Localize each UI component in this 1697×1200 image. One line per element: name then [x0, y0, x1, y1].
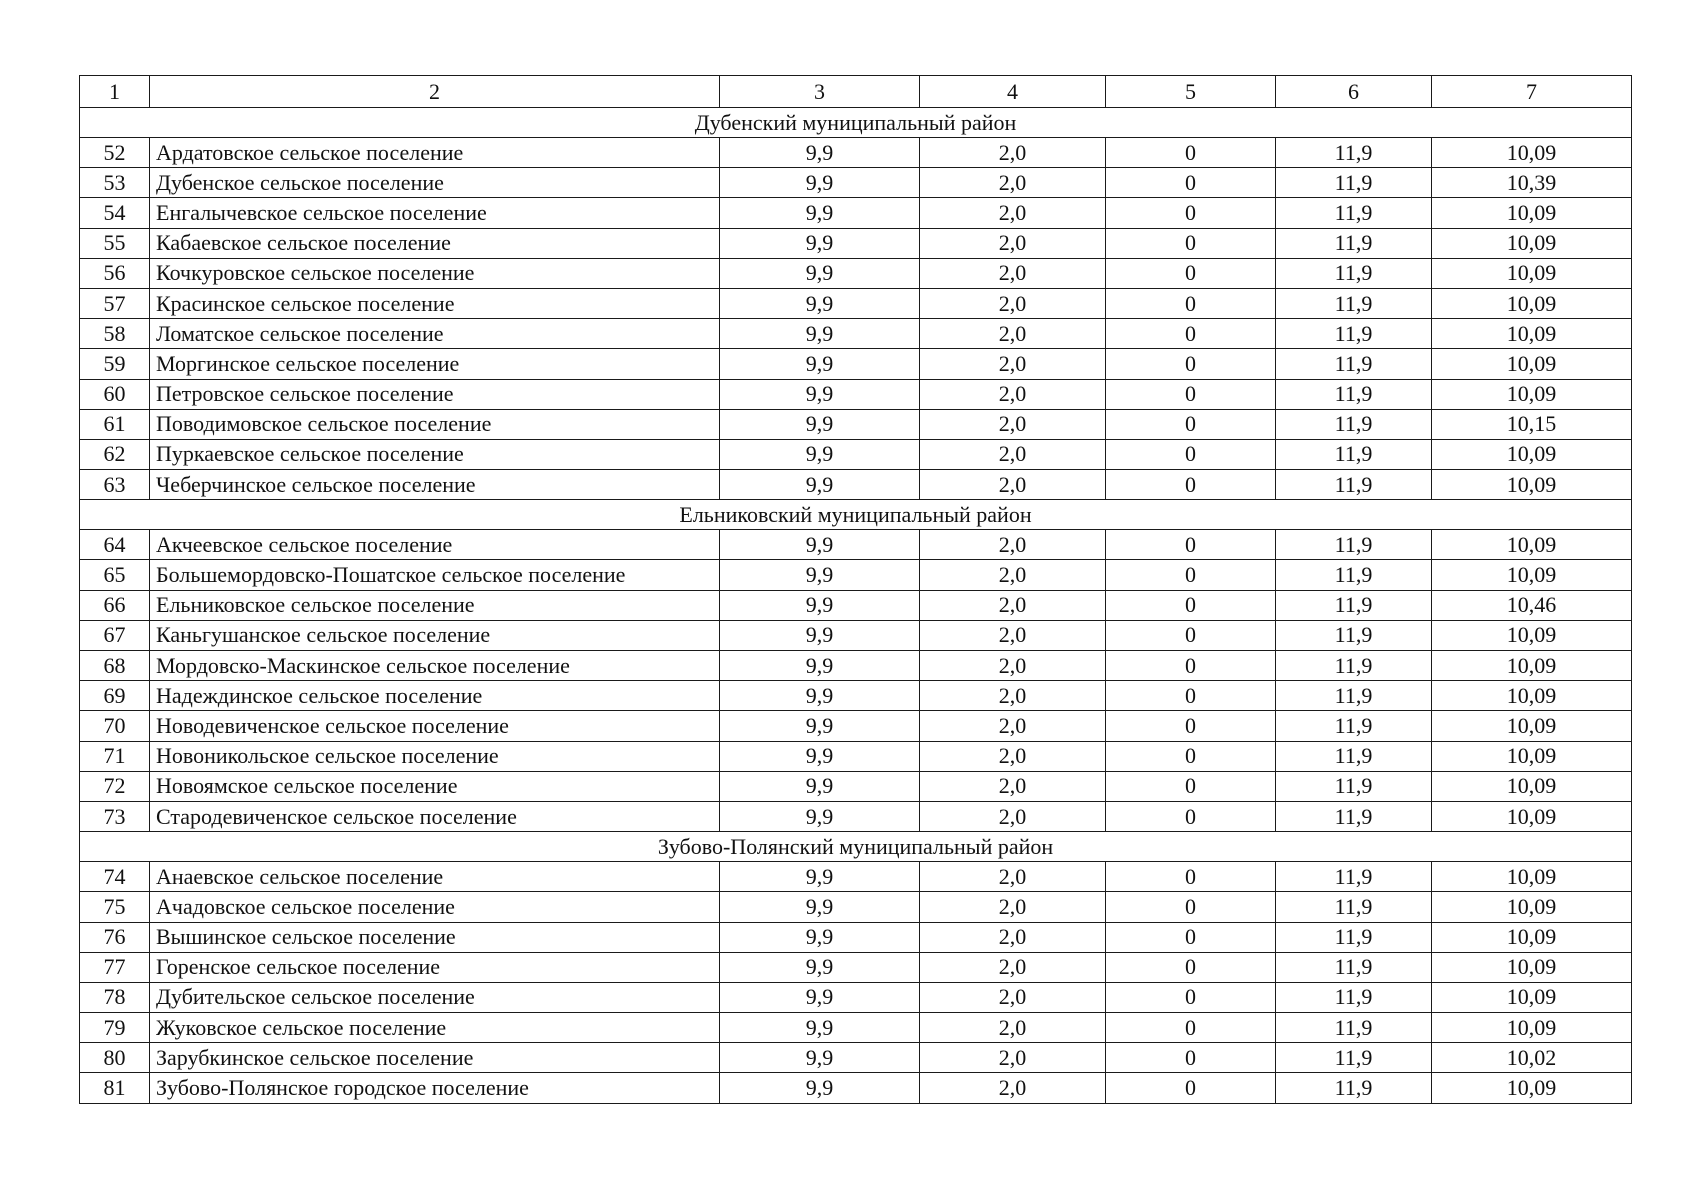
settlement-name-cell: Ардатовское сельское поселение — [150, 138, 720, 168]
col7-cell: 10,09 — [1432, 711, 1632, 741]
settlement-name-cell: Дубительское сельское поселение — [150, 982, 720, 1012]
col7-cell: 10,15 — [1432, 409, 1632, 439]
table-row — [80, 560, 1632, 590]
section-row — [80, 108, 1632, 138]
col6-cell: 11,9 — [1276, 168, 1432, 198]
col5-cell: 0 — [1106, 288, 1276, 318]
row-number-cell: 70 — [80, 711, 150, 741]
table-row — [80, 258, 1632, 288]
header-cell: 5 — [1106, 76, 1276, 108]
row-number-cell: 76 — [80, 922, 150, 952]
row-number-cell: 75 — [80, 892, 150, 922]
col3-cell: 9,9 — [720, 892, 920, 922]
col3-cell: 9,9 — [720, 198, 920, 228]
row-number-cell: 54 — [80, 198, 150, 228]
col6-cell: 11,9 — [1276, 620, 1432, 650]
col4-cell: 2,0 — [920, 771, 1106, 801]
col4-cell: 2,0 — [920, 1013, 1106, 1043]
col6-cell: 11,9 — [1276, 771, 1432, 801]
settlement-name-cell: Мордовско-Маскинское сельское поселение — [150, 651, 720, 681]
col6-cell: 11,9 — [1276, 470, 1432, 500]
col5-cell: 0 — [1106, 590, 1276, 620]
col5-cell: 0 — [1106, 168, 1276, 198]
col4-cell: 2,0 — [920, 168, 1106, 198]
table-row — [80, 922, 1632, 952]
header-cell: 1 — [80, 76, 150, 108]
col7-cell: 10,09 — [1432, 258, 1632, 288]
col7-cell: 10,09 — [1432, 530, 1632, 560]
settlement-name-cell: Зубово-Полянское городское поселение — [150, 1073, 720, 1103]
table-row — [80, 711, 1632, 741]
col6-cell: 11,9 — [1276, 349, 1432, 379]
col7-cell: 10,09 — [1432, 952, 1632, 982]
settlement-name-cell: Енгалычевское сельское поселение — [150, 198, 720, 228]
col7-cell: 10,09 — [1432, 741, 1632, 771]
table-row — [80, 681, 1632, 711]
row-number-cell: 71 — [80, 741, 150, 771]
table-row — [80, 138, 1632, 168]
settlement-name-cell: Горенское сельское поселение — [150, 952, 720, 982]
col5-cell: 0 — [1106, 138, 1276, 168]
col3-cell: 9,9 — [720, 982, 920, 1012]
col6-cell: 11,9 — [1276, 1043, 1432, 1073]
col3-cell: 9,9 — [720, 409, 920, 439]
col3-cell: 9,9 — [720, 258, 920, 288]
col6-cell: 11,9 — [1276, 138, 1432, 168]
section-title: Ельниковский муниципальный район — [80, 500, 1632, 530]
col5-cell: 0 — [1106, 258, 1276, 288]
col7-cell: 10,09 — [1432, 771, 1632, 801]
col4-cell: 2,0 — [920, 620, 1106, 650]
settlement-name-cell: Поводимовское сельское поселение — [150, 409, 720, 439]
header-cell: 4 — [920, 76, 1106, 108]
row-number-cell: 66 — [80, 590, 150, 620]
table-row — [80, 801, 1632, 831]
settlement-name-cell: Ельниковское сельское поселение — [150, 590, 720, 620]
col5-cell: 0 — [1106, 409, 1276, 439]
col5-cell: 0 — [1106, 862, 1276, 892]
settlement-name-cell: Стародевиченское сельское поселение — [150, 801, 720, 831]
table-body — [80, 76, 1632, 1104]
col7-cell: 10,09 — [1432, 379, 1632, 409]
row-number-cell: 64 — [80, 530, 150, 560]
col4-cell: 2,0 — [920, 892, 1106, 922]
col5-cell: 0 — [1106, 681, 1276, 711]
col6-cell: 11,9 — [1276, 439, 1432, 469]
col3-cell: 9,9 — [720, 952, 920, 982]
col7-cell: 10,09 — [1432, 651, 1632, 681]
col6-cell: 11,9 — [1276, 922, 1432, 952]
settlement-name-cell: Большемордовско-Пошатское сельское поселение — [150, 560, 720, 590]
col4-cell: 2,0 — [920, 198, 1106, 228]
row-number-cell: 62 — [80, 439, 150, 469]
col3-cell: 9,9 — [720, 530, 920, 560]
settlement-name-cell: Пуркаевское сельское поселение — [150, 439, 720, 469]
row-number-cell: 59 — [80, 349, 150, 379]
col4-cell: 2,0 — [920, 982, 1106, 1012]
row-number-cell: 58 — [80, 319, 150, 349]
col7-cell: 10,09 — [1432, 862, 1632, 892]
col7-cell: 10,09 — [1432, 801, 1632, 831]
col5-cell: 0 — [1106, 349, 1276, 379]
col6-cell: 11,9 — [1276, 1013, 1432, 1043]
settlement-name-cell: Кабаевское сельское поселение — [150, 228, 720, 258]
table-row — [80, 651, 1632, 681]
settlement-name-cell: Новоникольское сельское поселение — [150, 741, 720, 771]
col6-cell: 11,9 — [1276, 982, 1432, 1012]
table-row — [80, 228, 1632, 258]
header-cell: 2 — [150, 76, 720, 108]
settlement-name-cell: Каньгушанское сельское поселение — [150, 620, 720, 650]
col3-cell: 9,9 — [720, 801, 920, 831]
col4-cell: 2,0 — [920, 288, 1106, 318]
col5-cell: 0 — [1106, 922, 1276, 952]
col3-cell: 9,9 — [720, 379, 920, 409]
row-number-cell: 61 — [80, 409, 150, 439]
col7-cell: 10,09 — [1432, 288, 1632, 318]
table-row — [80, 198, 1632, 228]
col4-cell: 2,0 — [920, 349, 1106, 379]
col7-cell: 10,09 — [1432, 198, 1632, 228]
settlement-name-cell: Новоямское сельское поселение — [150, 771, 720, 801]
col5-cell: 0 — [1106, 228, 1276, 258]
col3-cell: 9,9 — [720, 288, 920, 318]
col4-cell: 2,0 — [920, 1043, 1106, 1073]
table-row — [80, 982, 1632, 1012]
col6-cell: 11,9 — [1276, 560, 1432, 590]
row-number-cell: 72 — [80, 771, 150, 801]
col3-cell: 9,9 — [720, 1043, 920, 1073]
col3-cell: 9,9 — [720, 620, 920, 650]
table-row — [80, 741, 1632, 771]
col7-cell: 10,09 — [1432, 349, 1632, 379]
col4-cell: 2,0 — [920, 801, 1106, 831]
col3-cell: 9,9 — [720, 349, 920, 379]
col6-cell: 11,9 — [1276, 409, 1432, 439]
table-row — [80, 439, 1632, 469]
row-number-cell: 79 — [80, 1013, 150, 1043]
table-row — [80, 379, 1632, 409]
settlement-name-cell: Жуковское сельское поселение — [150, 1013, 720, 1043]
col3-cell: 9,9 — [720, 741, 920, 771]
col4-cell: 2,0 — [920, 319, 1106, 349]
col5-cell: 0 — [1106, 771, 1276, 801]
settlement-name-cell: Новодевиченское сельское поселение — [150, 711, 720, 741]
col4-cell: 2,0 — [920, 409, 1106, 439]
col7-cell: 10,46 — [1432, 590, 1632, 620]
col4-cell: 2,0 — [920, 439, 1106, 469]
col5-cell: 0 — [1106, 620, 1276, 650]
col7-cell: 10,09 — [1432, 439, 1632, 469]
section-row — [80, 832, 1632, 862]
col5-cell: 0 — [1106, 1043, 1276, 1073]
col5-cell: 0 — [1106, 982, 1276, 1012]
settlement-name-cell: Петровское сельское поселение — [150, 379, 720, 409]
row-number-cell: 56 — [80, 258, 150, 288]
col7-cell: 10,39 — [1432, 168, 1632, 198]
col4-cell: 2,0 — [920, 1073, 1106, 1103]
table-row — [80, 1073, 1632, 1103]
row-number-cell: 52 — [80, 138, 150, 168]
col7-cell: 10,09 — [1432, 1013, 1632, 1043]
col3-cell: 9,9 — [720, 922, 920, 952]
section-row — [80, 500, 1632, 530]
table-row — [80, 530, 1632, 560]
col4-cell: 2,0 — [920, 711, 1106, 741]
col4-cell: 2,0 — [920, 379, 1106, 409]
col6-cell: 11,9 — [1276, 681, 1432, 711]
col6-cell: 11,9 — [1276, 288, 1432, 318]
col5-cell: 0 — [1106, 892, 1276, 922]
settlement-name-cell: Акчеевское сельское поселение — [150, 530, 720, 560]
settlement-name-cell: Моргинское сельское поселение — [150, 349, 720, 379]
data-table — [79, 75, 1632, 1104]
col5-cell: 0 — [1106, 470, 1276, 500]
col6-cell: 11,9 — [1276, 711, 1432, 741]
settlement-name-cell: Ачадовское сельское поселение — [150, 892, 720, 922]
col5-cell: 0 — [1106, 711, 1276, 741]
col5-cell: 0 — [1106, 1013, 1276, 1043]
row-number-cell: 80 — [80, 1043, 150, 1073]
section-title: Зубово-Полянский муниципальный район — [80, 832, 1632, 862]
table-row — [80, 409, 1632, 439]
col3-cell: 9,9 — [720, 862, 920, 892]
col7-cell: 10,09 — [1432, 620, 1632, 650]
header-cell: 3 — [720, 76, 920, 108]
col4-cell: 2,0 — [920, 922, 1106, 952]
row-number-cell: 69 — [80, 681, 150, 711]
settlement-name-cell: Вышинское сельское поселение — [150, 922, 720, 952]
row-number-cell: 53 — [80, 168, 150, 198]
col3-cell: 9,9 — [720, 711, 920, 741]
col4-cell: 2,0 — [920, 741, 1106, 771]
col5-cell: 0 — [1106, 319, 1276, 349]
col4-cell: 2,0 — [920, 952, 1106, 982]
section-title: Дубенский муниципальный район — [80, 108, 1632, 138]
row-number-cell: 73 — [80, 801, 150, 831]
col7-cell: 10,09 — [1432, 138, 1632, 168]
col5-cell: 0 — [1106, 439, 1276, 469]
col5-cell: 0 — [1106, 198, 1276, 228]
table-row — [80, 590, 1632, 620]
col4-cell: 2,0 — [920, 651, 1106, 681]
row-number-cell: 68 — [80, 651, 150, 681]
row-number-cell: 63 — [80, 470, 150, 500]
col5-cell: 0 — [1106, 741, 1276, 771]
col7-cell: 10,02 — [1432, 1043, 1632, 1073]
col5-cell: 0 — [1106, 560, 1276, 590]
col4-cell: 2,0 — [920, 681, 1106, 711]
col7-cell: 10,09 — [1432, 922, 1632, 952]
col6-cell: 11,9 — [1276, 590, 1432, 620]
table-row — [80, 319, 1632, 349]
col4-cell: 2,0 — [920, 862, 1106, 892]
row-number-cell: 65 — [80, 560, 150, 590]
table-row — [80, 771, 1632, 801]
col6-cell: 11,9 — [1276, 1073, 1432, 1103]
table-row — [80, 952, 1632, 982]
header-row — [80, 76, 1632, 108]
col3-cell: 9,9 — [720, 470, 920, 500]
col7-cell: 10,09 — [1432, 228, 1632, 258]
col6-cell: 11,9 — [1276, 379, 1432, 409]
col4-cell: 2,0 — [920, 590, 1106, 620]
col6-cell: 11,9 — [1276, 952, 1432, 982]
settlement-name-cell: Зарубкинское сельское поселение — [150, 1043, 720, 1073]
col3-cell: 9,9 — [720, 771, 920, 801]
settlement-name-cell: Анаевское сельское поселение — [150, 862, 720, 892]
col3-cell: 9,9 — [720, 590, 920, 620]
row-number-cell: 74 — [80, 862, 150, 892]
col4-cell: 2,0 — [920, 470, 1106, 500]
col5-cell: 0 — [1106, 1073, 1276, 1103]
settlement-name-cell: Ломатское сельское поселение — [150, 319, 720, 349]
col3-cell: 9,9 — [720, 560, 920, 590]
table-row — [80, 892, 1632, 922]
table-row — [80, 862, 1632, 892]
col3-cell: 9,9 — [720, 319, 920, 349]
table-row — [80, 288, 1632, 318]
col5-cell: 0 — [1106, 801, 1276, 831]
col4-cell: 2,0 — [920, 228, 1106, 258]
settlement-name-cell: Надеждинское сельское поселение — [150, 681, 720, 711]
col6-cell: 11,9 — [1276, 198, 1432, 228]
col3-cell: 9,9 — [720, 138, 920, 168]
col6-cell: 11,9 — [1276, 892, 1432, 922]
settlement-name-cell: Дубенское сельское поселение — [150, 168, 720, 198]
col5-cell: 0 — [1106, 530, 1276, 560]
col6-cell: 11,9 — [1276, 530, 1432, 560]
row-number-cell: 55 — [80, 228, 150, 258]
col4-cell: 2,0 — [920, 258, 1106, 288]
table-row — [80, 620, 1632, 650]
col3-cell: 9,9 — [720, 439, 920, 469]
col5-cell: 0 — [1106, 379, 1276, 409]
col7-cell: 10,09 — [1432, 1073, 1632, 1103]
row-number-cell: 57 — [80, 288, 150, 318]
header-cell: 7 — [1432, 76, 1632, 108]
col3-cell: 9,9 — [720, 228, 920, 258]
row-number-cell: 78 — [80, 982, 150, 1012]
col7-cell: 10,09 — [1432, 892, 1632, 922]
settlement-name-cell: Красинское сельское поселение — [150, 288, 720, 318]
col6-cell: 11,9 — [1276, 319, 1432, 349]
col7-cell: 10,09 — [1432, 470, 1632, 500]
settlement-name-cell: Кочкуровское сельское поселение — [150, 258, 720, 288]
col7-cell: 10,09 — [1432, 319, 1632, 349]
col6-cell: 11,9 — [1276, 228, 1432, 258]
table-row — [80, 168, 1632, 198]
col6-cell: 11,9 — [1276, 741, 1432, 771]
col4-cell: 2,0 — [920, 560, 1106, 590]
header-cell: 6 — [1276, 76, 1432, 108]
col5-cell: 0 — [1106, 952, 1276, 982]
settlement-name-cell: Чеберчинское сельское поселение — [150, 470, 720, 500]
col4-cell: 2,0 — [920, 138, 1106, 168]
col6-cell: 11,9 — [1276, 258, 1432, 288]
col3-cell: 9,9 — [720, 651, 920, 681]
table-row — [80, 1043, 1632, 1073]
col3-cell: 9,9 — [720, 168, 920, 198]
col7-cell: 10,09 — [1432, 681, 1632, 711]
row-number-cell: 81 — [80, 1073, 150, 1103]
col7-cell: 10,09 — [1432, 982, 1632, 1012]
table-row — [80, 470, 1632, 500]
table-row — [80, 349, 1632, 379]
col7-cell: 10,09 — [1432, 560, 1632, 590]
col6-cell: 11,9 — [1276, 651, 1432, 681]
col3-cell: 9,9 — [720, 681, 920, 711]
col3-cell: 9,9 — [720, 1073, 920, 1103]
row-number-cell: 77 — [80, 952, 150, 982]
col3-cell: 9,9 — [720, 1013, 920, 1043]
col5-cell: 0 — [1106, 651, 1276, 681]
row-number-cell: 60 — [80, 379, 150, 409]
row-number-cell: 67 — [80, 620, 150, 650]
col4-cell: 2,0 — [920, 530, 1106, 560]
table-row — [80, 1013, 1632, 1043]
col6-cell: 11,9 — [1276, 801, 1432, 831]
col6-cell: 11,9 — [1276, 862, 1432, 892]
